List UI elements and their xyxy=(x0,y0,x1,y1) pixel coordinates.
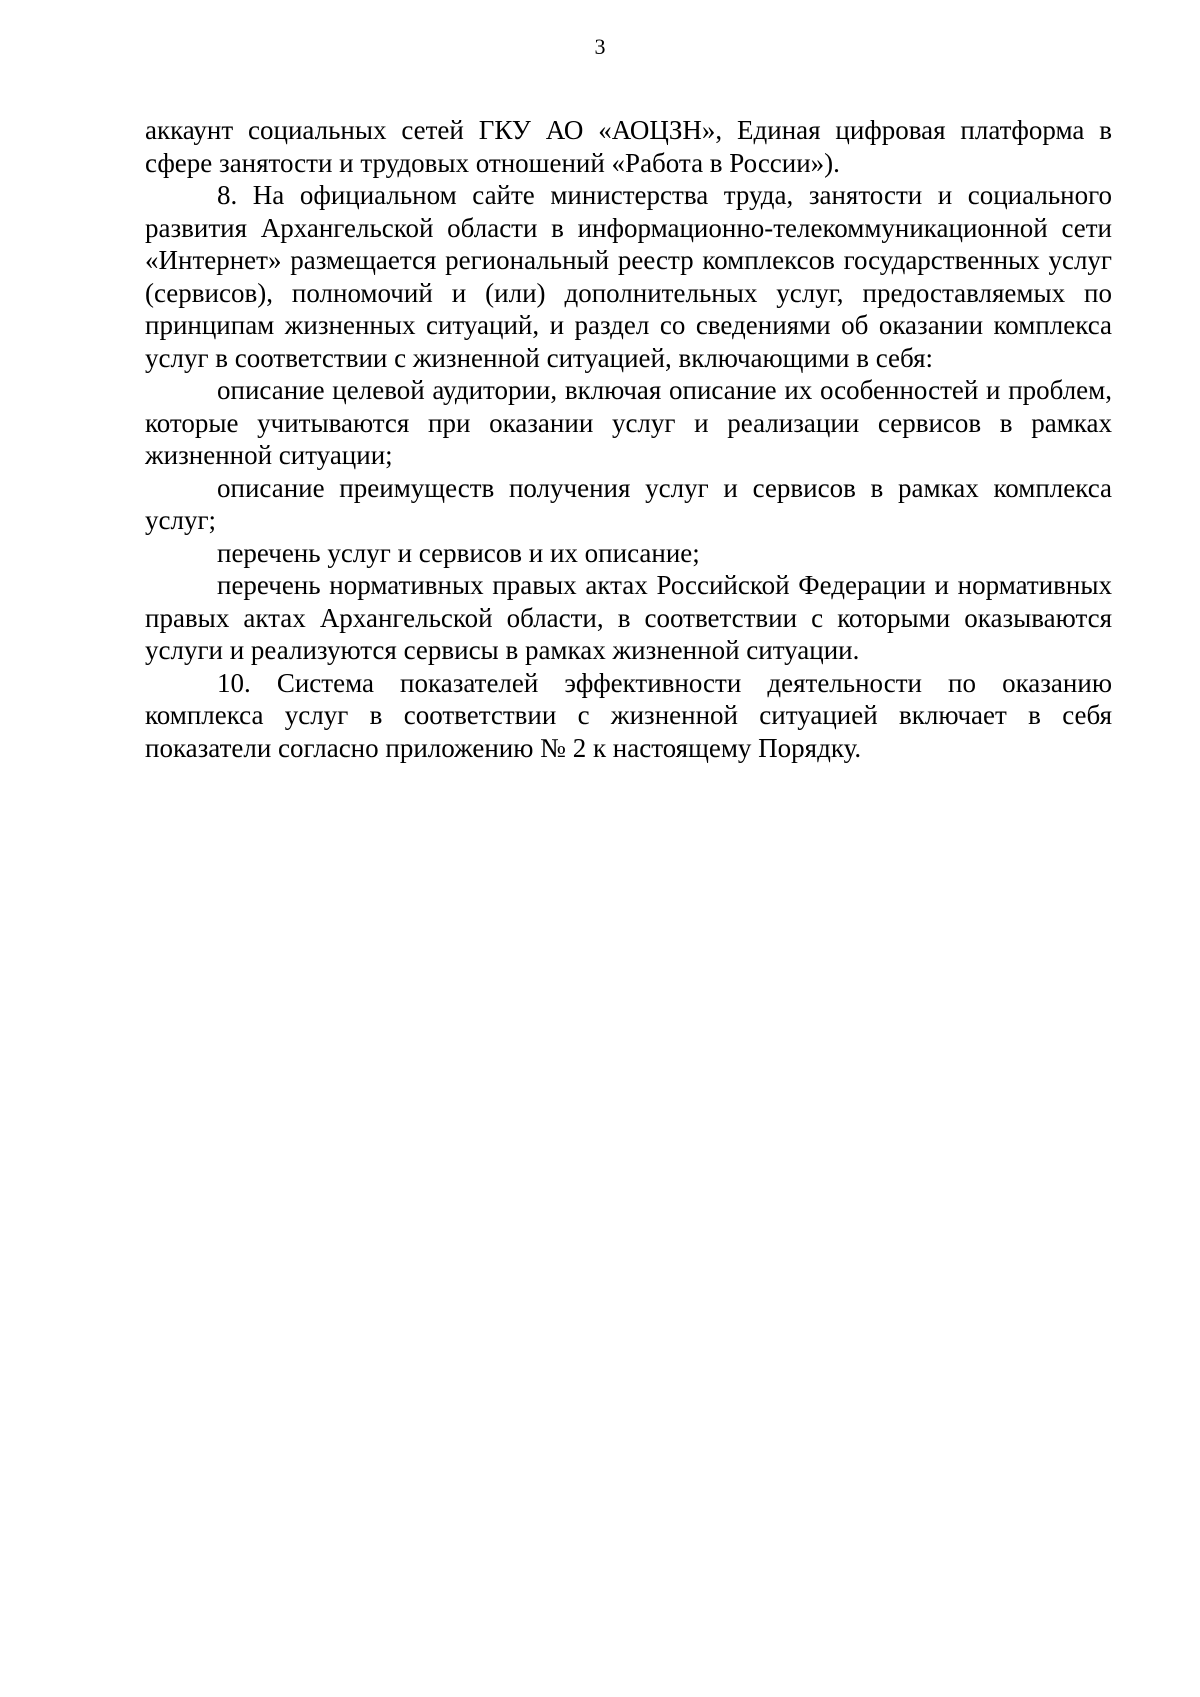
paragraph-2: 8. На официальном сайте министерства труда, занятости и социального развития Архангельской области в информационно-телекоммуникационной сети «Интернет» размещается региональный реестр комплексов государственных услуг (сервисов), полномочий и (или) дополнительных услуг, предоставляемых по принципам жизненных ситуаций, и раздел со сведениями об оказании комплекса услуг в соответствии с жизненной ситуацией, включающими в себя: xyxy=(145,180,1112,373)
paragraph-6: перечень нормативных правых актах Российской Федерации и нормативных правых актах Архангельской области, в соответствии с которыми оказываются услуги и реализуются сервисы в рамках жизненной ситуации. xyxy=(145,570,1112,665)
paragraph-5: перечень услуг и сервисов и их описание; xyxy=(217,537,700,568)
document-body xyxy=(145,114,1112,764)
paragraph-1: аккаунт социальных сетей ГКУ АО «АОЦЗН», Единая цифровая платформа в сфере занятости и трудовых отношений «Работа в России»). xyxy=(145,115,1112,178)
paragraph-7: 10. Система показателей эффективности деятельности по оказанию комплекса услуг в соответствии с жизненной ситуацией включает в себя показатели согласно приложению № 2 к настоящему Порядку. xyxy=(145,667,1112,763)
paragraph-4: описание преимуществ получения услуг и сервисов в рамках комплекса услуг; xyxy=(145,472,1112,535)
paragraph-3: описание целевой аудитории, включая описание их особенностей и проблем, которые учитываются при оказании услуг и реализации сервисов в рамках жизненной ситуации; xyxy=(145,375,1112,470)
page-number: 3 xyxy=(594,34,606,59)
